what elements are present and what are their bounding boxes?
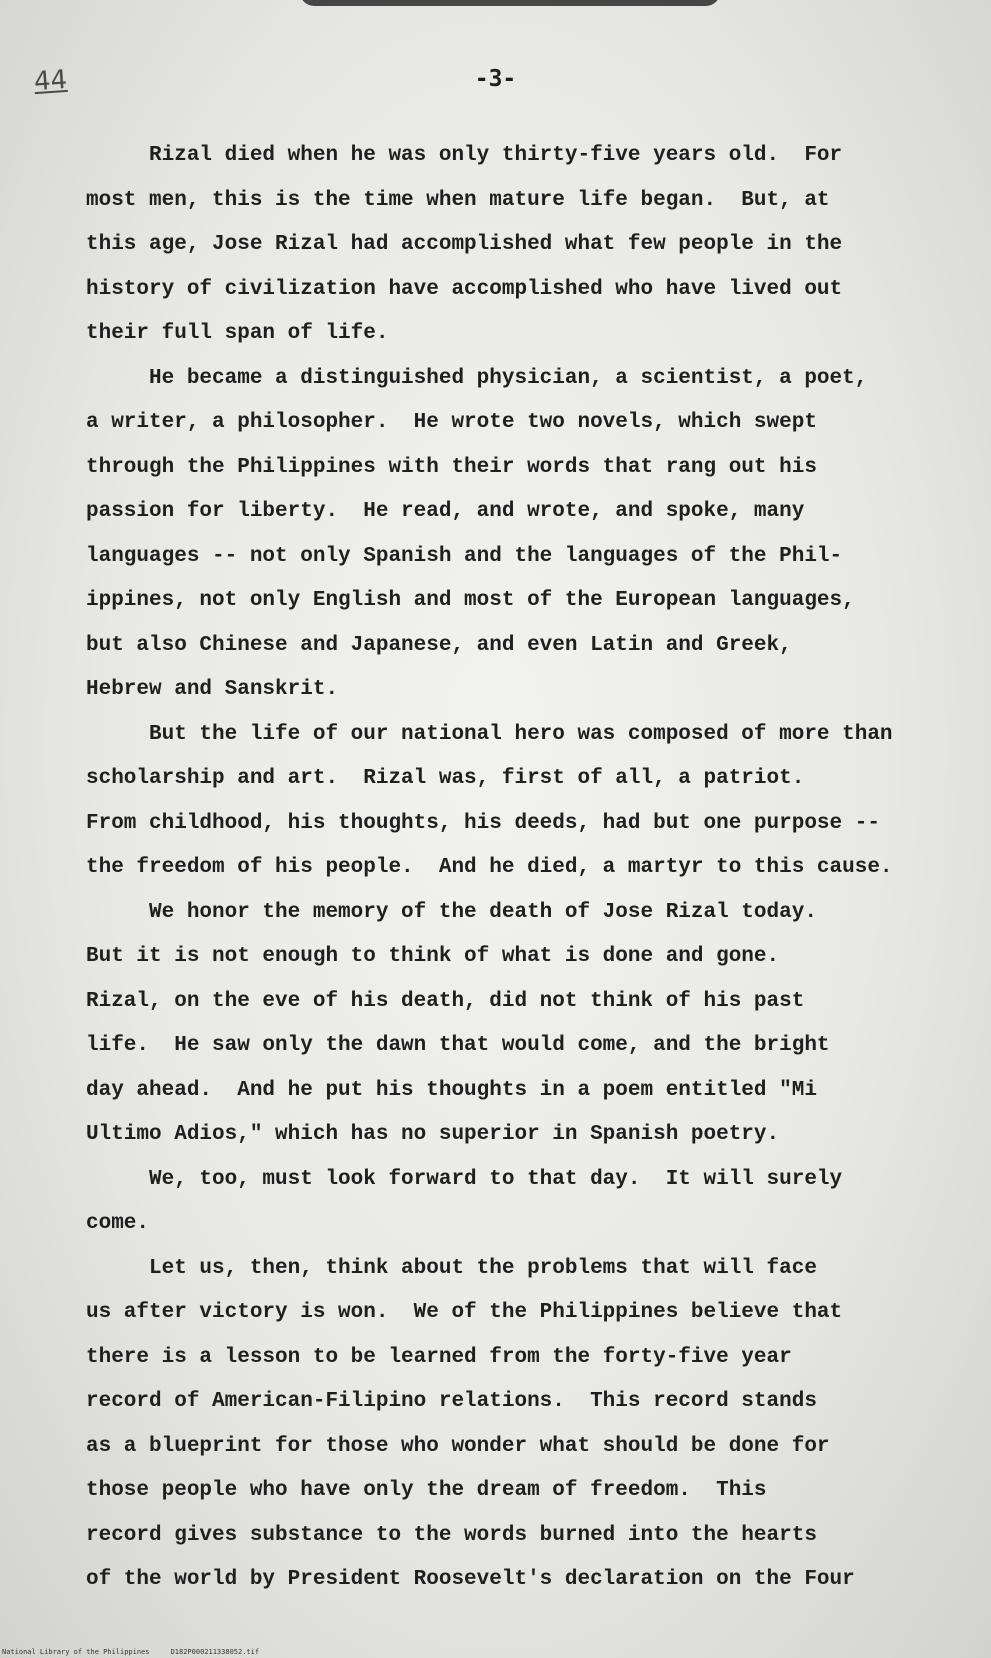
text-line: a writer, a philosopher. He wrote two novels, which swept	[86, 411, 817, 434]
text-line: But it is not enough to think of what is done and gone.	[86, 945, 780, 968]
text-line: languages -- not only Spanish and the languages of the Phil-	[86, 544, 843, 568]
paragraph-5	[86, 1158, 986, 1247]
text-line: come.	[86, 1212, 150, 1235]
archive-footer: National Library of the Philippines D182P000211338052.tif	[2, 1648, 260, 1656]
text-line: of the world by President Roosevelt's declaration on the Four	[86, 1568, 855, 1591]
text-line: Let us, then, think about the problems that will face	[86, 1256, 817, 1280]
text-line: Ultimo Adios," which has no superior in Spanish poetry.	[86, 1123, 780, 1146]
text-line: He became a distinguished physician, a scientist, a poet,	[86, 366, 868, 390]
paragraph-6	[86, 1247, 986, 1603]
text-line: Rizal, on the eve of his death, did not think of his past	[86, 989, 805, 1013]
text-line: those people who have only the dream of freedom. This	[86, 1479, 767, 1502]
text-line: through the Philippines with their words that rang out his	[86, 455, 817, 479]
text-line: record of American-Filipino relations. This record stands	[86, 1390, 817, 1413]
body-text	[86, 134, 986, 1603]
text-line: Hebrew and Sanskrit.	[86, 678, 339, 701]
paragraph-3	[86, 713, 986, 891]
text-line: We, too, must look forward to that day. It will surely	[86, 1167, 843, 1191]
text-line: day ahead. And he put his thoughts in a poem entitled "Mi	[86, 1078, 817, 1102]
text-line: this age, Jose Rizal had accomplished what few people in the	[86, 233, 843, 256]
page-number: -3-	[474, 66, 517, 92]
text-line: life. He saw only the dawn that would come, and the bright	[86, 1034, 830, 1057]
text-line: their full span of life.	[86, 322, 389, 345]
text-line: history of civilization have accomplished who have lived out	[86, 277, 843, 301]
paragraph-4	[86, 891, 986, 1158]
text-line: Rizal died when he was only thirty-five years old. For	[86, 144, 843, 167]
text-line: We honor the memory of the death of Jose Rizal today.	[86, 900, 817, 924]
text-line: but also Chinese and Japanese, and even Latin and Greek,	[86, 633, 792, 657]
text-line: most men, this is the time when mature life began. But, at	[86, 188, 830, 212]
paragraph-1	[86, 134, 986, 357]
handwritten-page-note: 44	[32, 64, 69, 98]
scan-shadow	[300, 0, 720, 6]
text-line: us after victory is won. We of the Philippines believe that	[86, 1301, 843, 1324]
text-line: ippines, not only English and most of the European languages,	[86, 589, 855, 612]
text-line: record gives substance to the words burned into the hearts	[86, 1523, 817, 1547]
text-line: there is a lesson to be learned from the forty-five year	[86, 1345, 792, 1369]
text-line: the freedom of his people. And he died, a martyr to this cause.	[86, 856, 893, 879]
text-line: as a blueprint for those who wonder what should be done for	[86, 1434, 830, 1458]
text-line: From childhood, his thoughts, his deeds, had but one purpose --	[86, 811, 880, 835]
text-line: scholarship and art. Rizal was, first of all, a patriot.	[86, 767, 805, 790]
paragraph-2	[86, 357, 986, 713]
text-line: passion for liberty. He read, and wrote, and spoke, many	[86, 500, 805, 523]
text-line: But the life of our national hero was composed of more than	[86, 722, 893, 746]
